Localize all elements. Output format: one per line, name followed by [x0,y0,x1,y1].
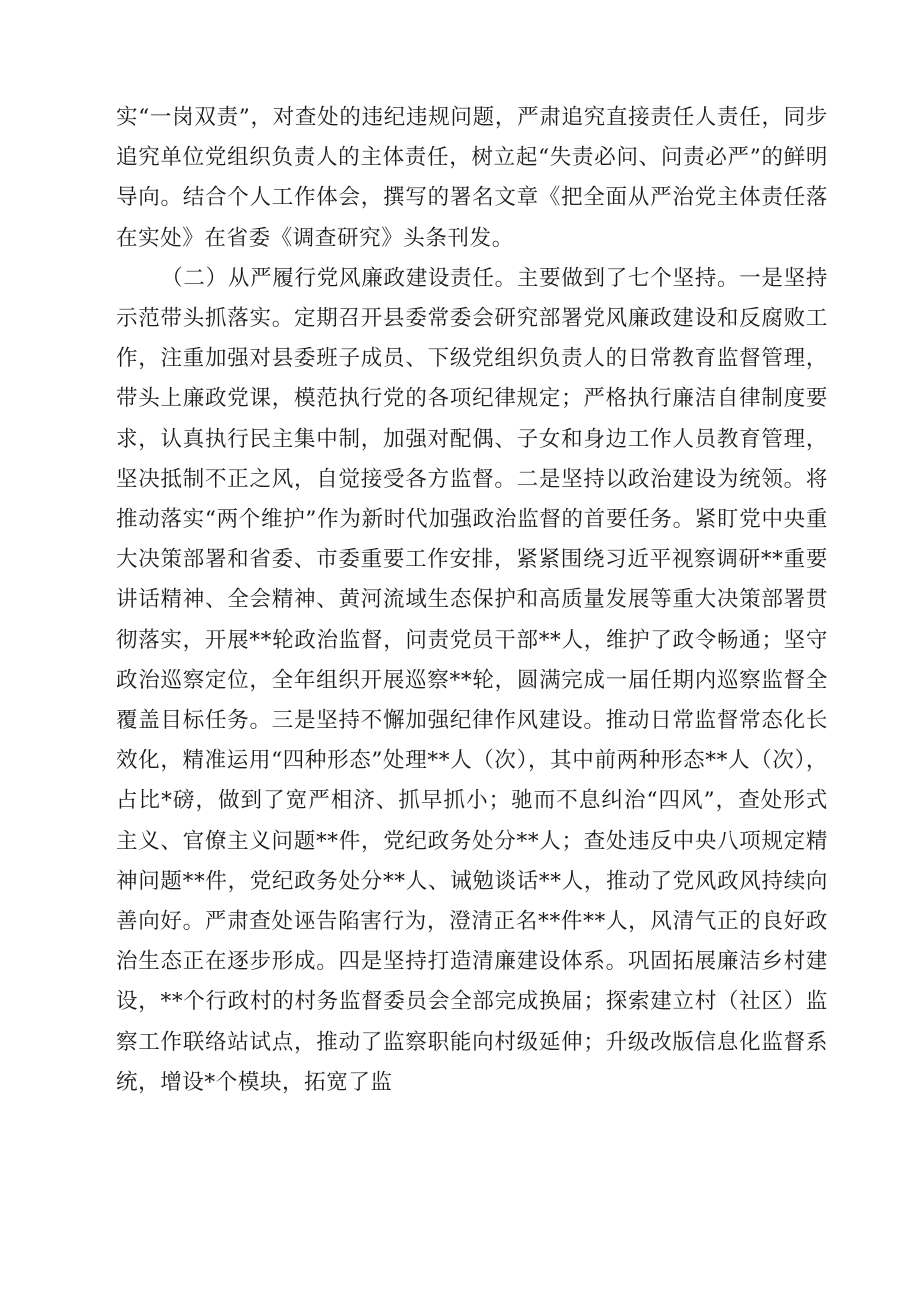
document-body [116,98,828,1103]
paragraph-section-2: （二）从严履行党风廉政建设责任。主要做到了七个坚持。一是坚持示范带头抓落实。定期召开县委常委会研究部署党风廉政建设和反腐败工作，注重加强对县委班子成员、下级党组织负责人的日常教育监督管理，带头上廉政党课，模范执行党的各项纪律规定；严格执行廉洁自律制度要求，认真执行民主集中制，加强对配偶、子女和身边工作人员教育管理，坚决抵制不正之风，自觉接受各方监督。二是坚持以政治建设为统领。将推动落实“两个维护”作为新时代加强政治监督的首要任务。紧盯党中央重大决策部署和省委、市委重要工作安排，紧紧围绕习近平视察调研**重要讲话精神、全会精神、黄河流域生态保护和高质量发展等重大决策部署贯彻落实，开展**轮政治监督，问责党员干部**人，维护了政令畅通；坚守政治巡察定位，全年组织开展巡察**轮，圆满完成一届任期内巡察监督全覆盖目标任务。三是坚持不懈加强纪律作风建设。推动日常监督常态化长效化，精准运用“四种形态”处理**人（次），其中前两种形态**人（次），占比*磅，做到了宽严相济、抓早抓小；驰而不息纠治“四风”，查处形式主义、官僚主义问题**件，党纪政务处分**人；查处违反中央八项规定精神问题**件，党纪政务处分**人、诫勉谈话**人，推动了党风政风持续向善向好。严肃查处诬告陷害行为，澄清正名**件**人，风清气正的良好政治生态正在逐步形成。四是坚持打造清廉建设体系。巩固拓展廉洁乡村建设，**个行政村的村务监督委员会全部完成换届；探索建立村（社区）监察工作联络站试点，推动了监察职能向村级延伸；升级改版信息化监督系统，增设*个模块，拓宽了监 [116,265,828,1095]
paragraph-continuation: 实“一岗双责”，对查处的违纪违规问题，严肃追究直接责任人责任，同步追究单位党组织负责人的主体责任，树立起“失责必问、问责必严”的鲜明导向。结合个人工作体会，撰写的署名文章《把全面从严治党主体责任落在实处》在省委《调查研究》头条刊发。 [116,105,828,251]
